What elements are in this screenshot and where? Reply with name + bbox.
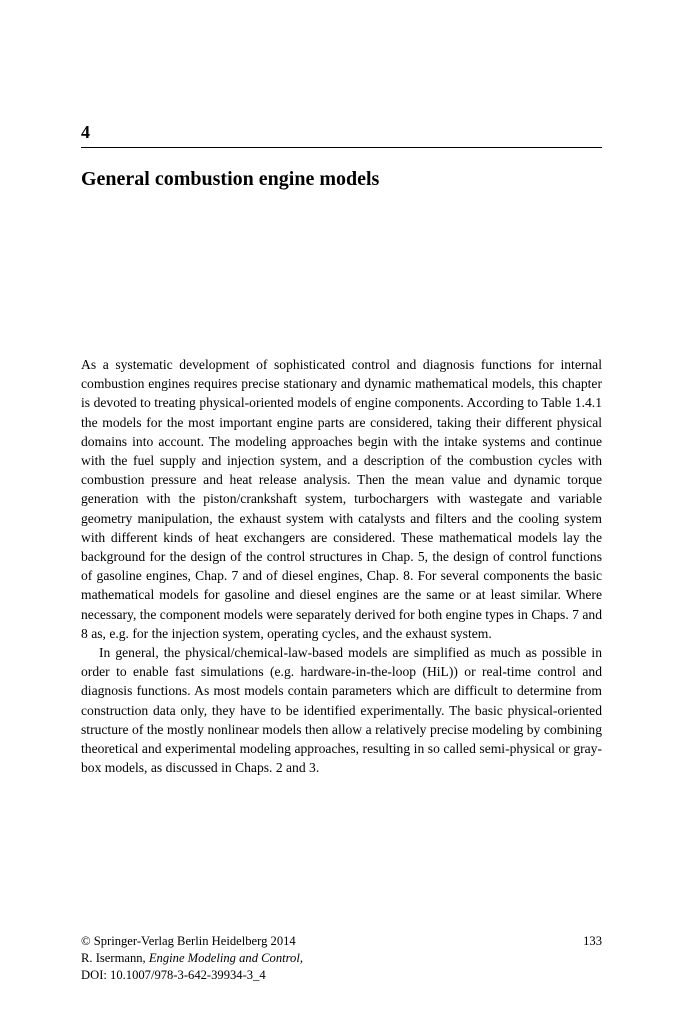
book-title: Engine Modeling and Control, [148,951,304,965]
author-name: R. Isermann, [81,951,149,965]
chapter-number: 4 [81,122,90,142]
body-text [81,355,602,777]
paragraph-2: In general, the physical/chemical-law-based models are simplified as much as possible in order to enable fast simulations (e.g. hardware-in-the-loop (HiL)) or real-time control and diagnosis functions. As most models contain parameters which are difficult to determine from construction data only, they have to be identified experimentally. The basic physical-oriented structure of the mostly nonlinear models then allow a relatively precise modeling by combining theoretical and experimental modeling approaches, resulting in so called semi-physical or gray-box models, as discussed in Chaps. 2 and 3. [81,645,602,776]
copyright-line: © Springer-Verlag Berlin Heidelberg 2014 [81,934,296,948]
chapter-divider-rule [81,147,602,148]
doi-line: DOI: 10.1007/978-3-642-39934-3_4 [81,968,266,982]
citation-line [81,950,602,967]
paragraph-1: As a systematic development of sophisticated control and diagnosis functions for internal combustion engines requires precise stationary and dynamic mathematical models, this chapter is devoted to treating physical-oriented models of engine components. According to Table 1.4.1 the models for the most important engine parts are considered, taking their different physical domains into account. The modeling approaches begin with the intake systems and continue with the fuel supply and injection system, and a description of the combustion cycles with combustion pressure and heat release analysis. Then the mean value and dynamic torque generation with the piston/crankshaft system, turbochargers with wastegate and variable geometry manipulation, the exhaust system with catalysts and filters and the cooling system with different kinds of heat exchangers are considered. These mathematical models lay the background for the design of the control structures in Chap. 5, the design of control functions of gasoline engines, Chap. 7 and of diesel engines, Chap. 8. For several components the basic mathematical models for gasoline and diesel engines are the same or at least similar. Where necessary, the component models were separately derived for both engine types in Chaps. 7 and 8 as, e.g. for the injection system, operating cycles, and the exhaust system. [81,357,602,641]
chapter-title: General combustion engine models [81,168,380,190]
page-number: 133 [583,934,602,948]
page-footer [81,933,602,984]
